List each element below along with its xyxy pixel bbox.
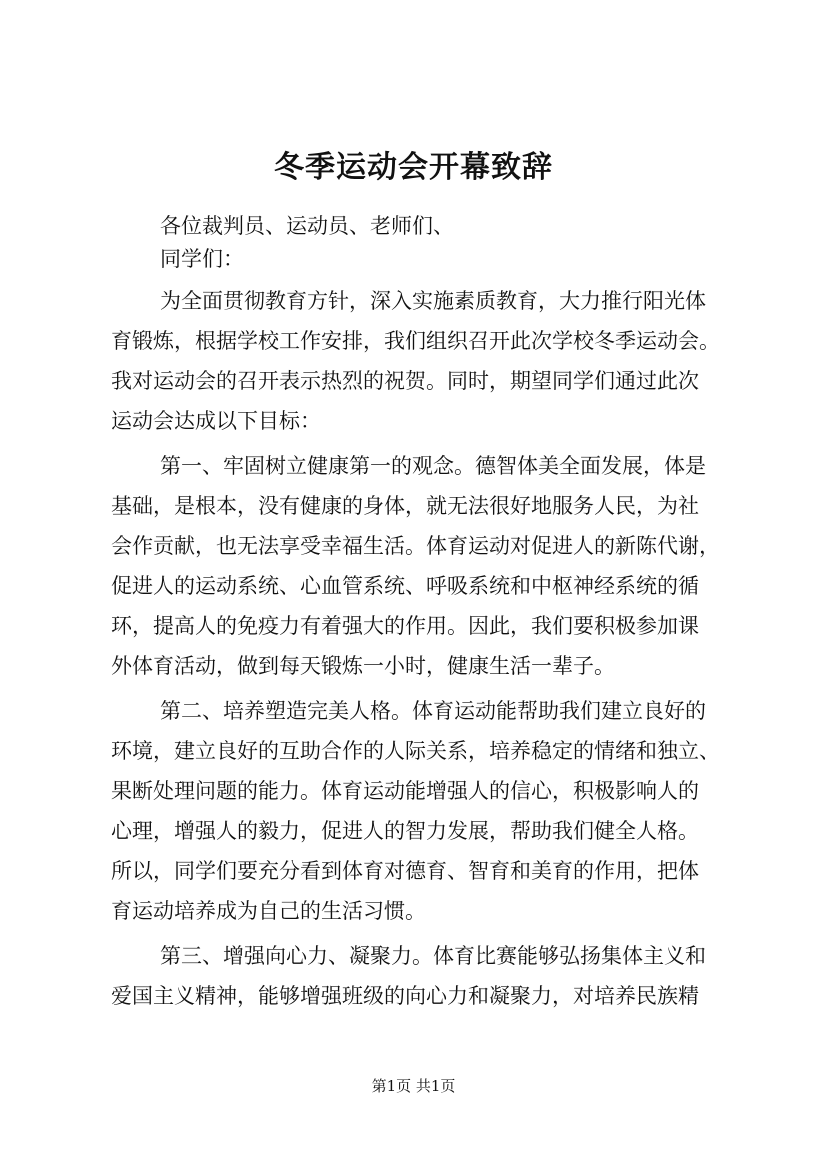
paragraph-3-line-5: 所以，同学们要充分看到体育对德育、智育和美育的作用，把体 — [111, 859, 699, 883]
paragraph-1-line-1: 为全面贯彻教育方针，深入实施素质教育，大力推行阳光体 — [160, 289, 706, 313]
paragraph-3-line-6: 育运动培养成为自己的生活习惯。 — [111, 899, 426, 923]
paragraph-4-line-2: 爱国主义精神，能够增强班级的向心力和凝聚力，对培养民族精 — [111, 984, 699, 1008]
paragraph-2-line-1: 第一、牢固树立健康第一的观念。德智体美全面发展，体是 — [160, 454, 706, 478]
salutation-line-2: 同学们： — [160, 247, 244, 271]
paragraph-3-line-4: 心理，增强人的毅力，促进人的智力发展，帮助我们健全人格。 — [111, 819, 699, 843]
paragraph-1-line-2: 育锻炼，根据学校工作安排，我们组织召开此次学校冬季运动会。 — [111, 329, 720, 353]
paragraph-3-line-3: 果断处理问题的能力。体育运动能增强人的信心，积极影响人的 — [111, 779, 699, 803]
paragraph-2-line-5: 环，提高人的免疫力有着强大的作用。因此，我们要积极参加课 — [111, 614, 699, 638]
paragraph-3-line-2: 环境，建立良好的互助合作的人际关系，培养稳定的情绪和独立、 — [111, 739, 720, 763]
page-footer: 第1页 共1页 — [371, 1077, 456, 1095]
paragraph-2-line-2: 基础，是根本，没有健康的身体，就无法很好地服务人民，为社 — [111, 494, 699, 518]
paragraph-1-line-3: 我对运动会的召开表示热烈的祝贺。同时，期望同学们通过此次 — [111, 369, 699, 393]
paragraph-2-line-4: 促进人的运动系统、心血管系统、呼吸系统和中枢神经系统的循 — [111, 574, 699, 598]
paragraph-4-line-1: 第三、增强向心力、凝聚力。体育比赛能够弘扬集体主义和 — [160, 944, 706, 968]
document-title: 冬季运动会开幕致辞 — [274, 150, 553, 185]
paragraph-1-line-4: 运动会达成以下目标： — [111, 409, 321, 433]
paragraph-2-line-3: 会作贡献，也无法享受幸福生活。体育运动对促进人的新陈代谢， — [111, 534, 720, 558]
paragraph-3-line-1: 第二、培养塑造完美人格。体育运动能帮助我们建立良好的 — [160, 699, 706, 723]
salutation-line-1: 各位裁判员、运动员、老师们、 — [160, 214, 454, 238]
paragraph-2-line-6: 外体育活动，做到每天锻炼一小时，健康生活一辈子。 — [111, 654, 615, 678]
